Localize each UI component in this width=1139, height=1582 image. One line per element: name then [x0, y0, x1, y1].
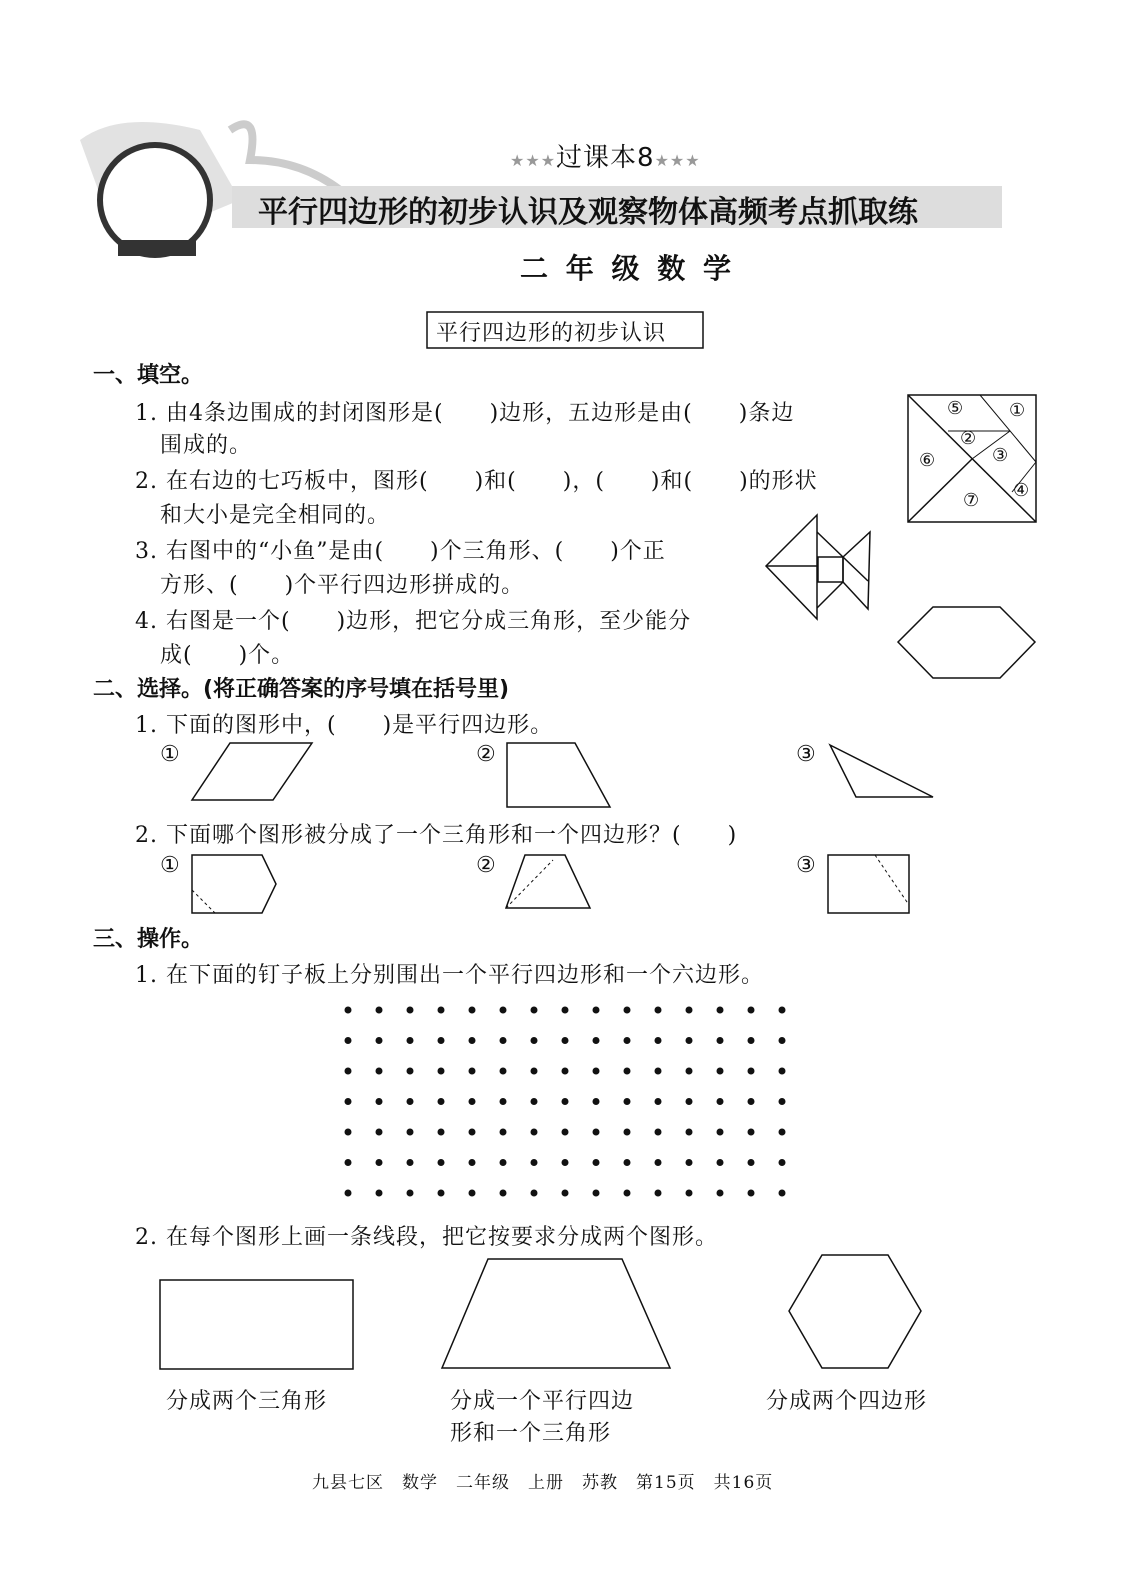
nail-dot[interactable]: [624, 1068, 631, 1075]
nail-dot[interactable]: [562, 1037, 569, 1044]
nail-dot[interactable]: [624, 1007, 631, 1014]
q4-text: 4. 右图是一个( )边形，把它分成三角形，至少能分: [135, 609, 692, 634]
nail-dot[interactable]: [438, 1068, 445, 1075]
nail-dot[interactable]: [376, 1098, 383, 1105]
nail-dot[interactable]: [500, 1159, 507, 1166]
hexagon-shape[interactable]: [789, 1255, 921, 1368]
nail-dot[interactable]: [593, 1129, 600, 1136]
nail-dot[interactable]: [500, 1098, 507, 1105]
nail-dot[interactable]: [624, 1098, 631, 1105]
tangram-label: ⑦: [963, 490, 981, 511]
nail-dot[interactable]: [500, 1068, 507, 1075]
operation-q1: 1. 在下面的钉子板上分别围出一个平行四边形和一个六边形。: [135, 963, 764, 988]
nail-dot[interactable]: [655, 1037, 662, 1044]
option-triangle: [830, 745, 933, 797]
nail-dot[interactable]: [469, 1037, 476, 1044]
part1-heading: 一、填空。: [93, 363, 204, 388]
q2-text-cont: 和大小是完全相同的。: [160, 503, 391, 528]
nail-dot[interactable]: [717, 1129, 724, 1136]
nail-dot[interactable]: [376, 1190, 383, 1197]
nail-dot[interactable]: [655, 1190, 662, 1197]
nail-dot[interactable]: [717, 1068, 724, 1075]
nail-dot[interactable]: [717, 1007, 724, 1014]
nail-dot[interactable]: [407, 1068, 414, 1075]
nail-dot[interactable]: [717, 1159, 724, 1166]
tangram-label: ⑥: [919, 450, 937, 471]
nail-dot[interactable]: [345, 1037, 352, 1044]
nail-dot[interactable]: [469, 1190, 476, 1197]
nail-dot[interactable]: [469, 1129, 476, 1136]
tangram-label: ④: [1013, 480, 1031, 501]
nail-dot[interactable]: [748, 1129, 755, 1136]
nail-dot[interactable]: [407, 1129, 414, 1136]
q1-text-cont: 围成的。: [160, 433, 253, 458]
nail-dot[interactable]: [779, 1007, 786, 1014]
option-label: ③: [796, 742, 817, 767]
q4-text-cont: 成( )个。: [160, 643, 295, 668]
q2-text: 2. 在右边的七巧板中，图形( )和( )，( )和( )的形状: [135, 469, 818, 494]
nail-dot[interactable]: [593, 1159, 600, 1166]
nail-dot[interactable]: [686, 1159, 693, 1166]
nail-dot[interactable]: [407, 1190, 414, 1197]
q3-text-cont: 方形、( )个平行四边形拼成的。: [160, 573, 525, 598]
option-label: ③: [796, 853, 817, 878]
nail-dot[interactable]: [562, 1129, 569, 1136]
nail-dot[interactable]: [593, 1098, 600, 1105]
nail-dot[interactable]: [562, 1098, 569, 1105]
nail-dot[interactable]: [593, 1190, 600, 1197]
series-text: 过课本8: [556, 143, 655, 173]
nail-dot[interactable]: [593, 1007, 600, 1014]
nail-dot[interactable]: [469, 1159, 476, 1166]
nail-dot[interactable]: [748, 1098, 755, 1105]
nail-dot[interactable]: [624, 1190, 631, 1197]
nail-dot[interactable]: [655, 1129, 662, 1136]
nail-dot[interactable]: [531, 1068, 538, 1075]
option-label: ②: [476, 742, 497, 767]
nail-dot[interactable]: [407, 1098, 414, 1105]
grade-title: 二 年 级 数 学: [520, 252, 735, 285]
nail-dot[interactable]: [686, 1129, 693, 1136]
nail-dot[interactable]: [345, 1068, 352, 1075]
option-label: ②: [476, 853, 497, 878]
nail-dot[interactable]: [779, 1190, 786, 1197]
nail-dot[interactable]: [500, 1037, 507, 1044]
nail-dot[interactable]: [500, 1129, 507, 1136]
option-label: ①: [160, 853, 181, 878]
nail-dot[interactable]: [562, 1007, 569, 1014]
nail-dot[interactable]: [407, 1159, 414, 1166]
nail-dot[interactable]: [531, 1098, 538, 1105]
nail-dot[interactable]: [624, 1129, 631, 1136]
nail-dot[interactable]: [438, 1098, 445, 1105]
stars-left: ★★★: [510, 151, 557, 170]
nail-dot[interactable]: [686, 1007, 693, 1014]
series-label: [510, 137, 701, 174]
nail-dot[interactable]: [407, 1007, 414, 1014]
nail-board[interactable]: [345, 1007, 786, 1197]
option-parallelogram: [192, 743, 312, 800]
nail-dot[interactable]: [593, 1068, 600, 1075]
nail-dot[interactable]: [438, 1159, 445, 1166]
nail-dot[interactable]: [345, 1098, 352, 1105]
nail-dot[interactable]: [779, 1129, 786, 1136]
choice-q2: 2. 下面哪个图形被分成了一个三角形和一个四边形？( ): [135, 823, 738, 848]
nail-dot[interactable]: [438, 1190, 445, 1197]
nail-dot[interactable]: [655, 1159, 662, 1166]
nail-dot[interactable]: [717, 1098, 724, 1105]
part3-heading: 三、操作。: [93, 927, 204, 952]
nail-dot[interactable]: [500, 1007, 507, 1014]
nail-dot[interactable]: [376, 1007, 383, 1014]
fish: [766, 515, 870, 619]
operation-q2: 2. 在每个图形上画一条线段，把它按要求分成两个图形。: [135, 1225, 718, 1250]
nail-dot[interactable]: [469, 1007, 476, 1014]
nail-dot[interactable]: [562, 1190, 569, 1197]
part2-heading: 二、选择。(将正确答案的序号填在括号里): [93, 677, 510, 702]
nail-dot[interactable]: [748, 1159, 755, 1166]
nail-dot[interactable]: [438, 1129, 445, 1136]
nail-dot[interactable]: [376, 1129, 383, 1136]
option-label: ①: [160, 742, 181, 767]
nail-dot[interactable]: [531, 1190, 538, 1197]
q3-text: 3. 右图中的“小鱼”是由( )个三角形、( )个正: [135, 539, 666, 564]
nail-dot[interactable]: [748, 1068, 755, 1075]
option-trapezoid: [507, 743, 610, 807]
nail-dot[interactable]: [469, 1068, 476, 1075]
nail-dot[interactable]: [593, 1037, 600, 1044]
nail-dot[interactable]: [686, 1037, 693, 1044]
nail-dot[interactable]: [686, 1068, 693, 1075]
nail-dot[interactable]: [779, 1098, 786, 1105]
choice-q1: 1. 下面的图形中，( )是平行四边形。: [135, 713, 554, 738]
nail-dot[interactable]: [562, 1068, 569, 1075]
q1-text: 1. 由4条边围成的封闭图形是( )边形，五边形是由( )条边: [135, 401, 795, 426]
trapezoid-shape[interactable]: [442, 1259, 670, 1368]
nail-dot[interactable]: [345, 1007, 352, 1014]
nail-dot[interactable]: [748, 1190, 755, 1197]
hexagon-q4: [898, 607, 1035, 678]
nail-dot[interactable]: [376, 1037, 383, 1044]
nail-dot[interactable]: [531, 1129, 538, 1136]
nail-dot[interactable]: [717, 1037, 724, 1044]
section-title: 平行四边形的初步认识: [436, 321, 667, 346]
nail-dot[interactable]: [686, 1098, 693, 1105]
nail-dot[interactable]: [624, 1159, 631, 1166]
nail-dot[interactable]: [407, 1037, 414, 1044]
nail-dot[interactable]: [779, 1068, 786, 1075]
nail-dot[interactable]: [717, 1190, 724, 1197]
tangram-label: ①: [1009, 400, 1027, 421]
nail-dot[interactable]: [376, 1068, 383, 1075]
nail-dot[interactable]: [531, 1037, 538, 1044]
rectangle-shape[interactable]: [160, 1280, 353, 1369]
nail-dot[interactable]: [624, 1037, 631, 1044]
nail-dot[interactable]: [438, 1007, 445, 1014]
nail-dot[interactable]: [655, 1068, 662, 1075]
nail-dot[interactable]: [655, 1007, 662, 1014]
nail-dot[interactable]: [686, 1190, 693, 1197]
caption: 分成两个三角形: [166, 1389, 328, 1414]
nail-dot[interactable]: [345, 1129, 352, 1136]
nail-dot[interactable]: [779, 1037, 786, 1044]
nail-dot[interactable]: [562, 1159, 569, 1166]
nail-dot[interactable]: [655, 1098, 662, 1105]
nail-dot[interactable]: [779, 1159, 786, 1166]
caption: 分成两个四边形: [766, 1389, 928, 1414]
nail-dot[interactable]: [345, 1159, 352, 1166]
nail-dot[interactable]: [531, 1159, 538, 1166]
nail-dot[interactable]: [748, 1037, 755, 1044]
nail-dot[interactable]: [469, 1098, 476, 1105]
nail-dot[interactable]: [438, 1037, 445, 1044]
caption: 分成一个平行四边: [450, 1389, 635, 1414]
caption: 形和一个三角形: [450, 1421, 612, 1446]
nail-dot[interactable]: [376, 1159, 383, 1166]
stars-right: ★★★: [654, 151, 701, 170]
nail-dot[interactable]: [531, 1007, 538, 1014]
tangram-label: ②: [960, 428, 978, 449]
nail-dot[interactable]: [748, 1007, 755, 1014]
page-title: 平行四边形的初步认识及观察物体高频考点抓取练: [258, 195, 918, 230]
tangram-label: ③: [992, 445, 1010, 466]
nail-dot[interactable]: [500, 1190, 507, 1197]
nail-dot[interactable]: [345, 1190, 352, 1197]
page-footer: 九县七区 数学 二年级 上册 苏教 第15页 共16页: [312, 1473, 774, 1493]
tangram-label: ⑤: [947, 398, 965, 419]
